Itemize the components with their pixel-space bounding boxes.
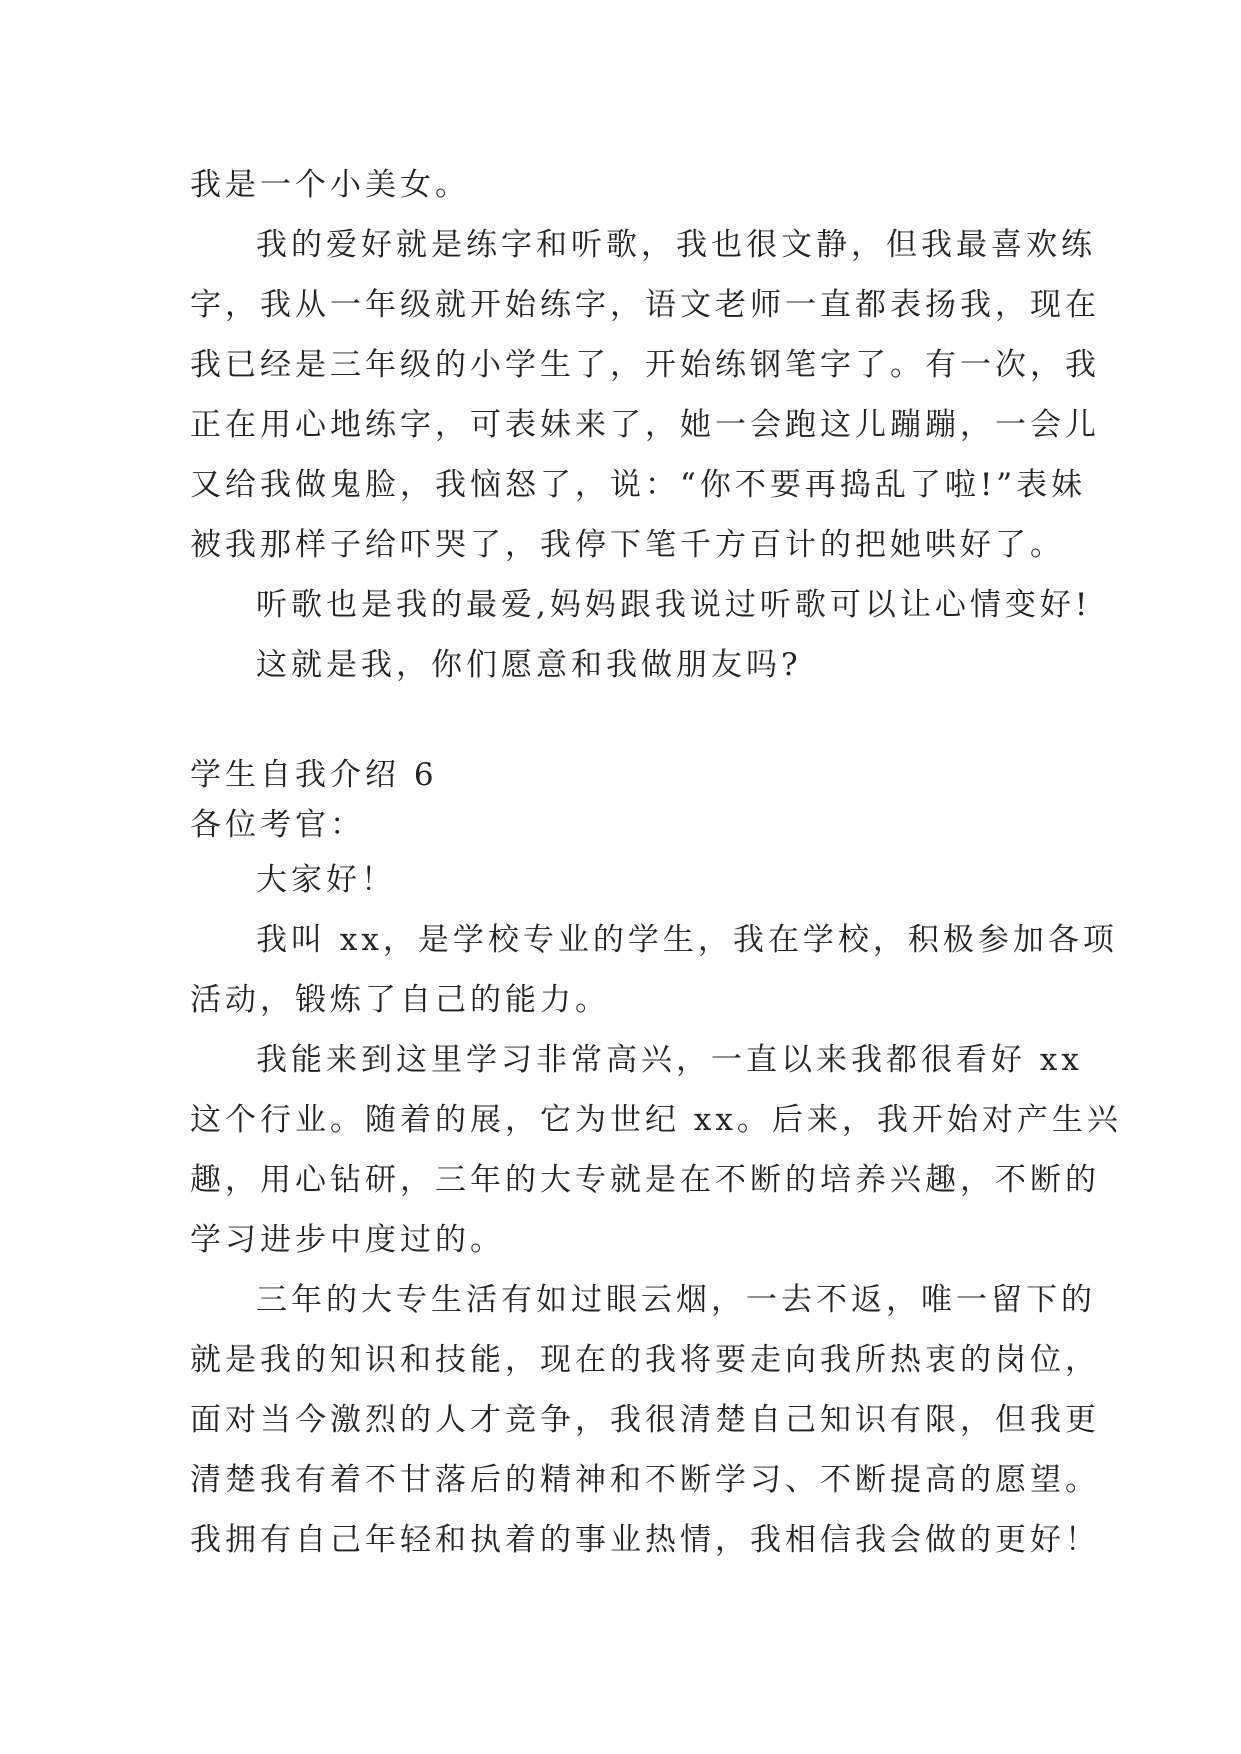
text-line: 被我那样子给吓哭了，我停下笔千方百计的把她哄好了。 [190, 527, 1065, 563]
text-line: 这个行业。随着的展，它为世纪 xx。后来，我开始对产生兴 [190, 1102, 1122, 1138]
essay-section-a [190, 155, 1100, 695]
text-line: 我是一个小美女。 [190, 167, 470, 203]
text-line: 我的爱好就是练字和听歌，我也很文静，但我最喜欢练 [256, 227, 1096, 263]
text-line: 趣，用心钻研，三年的大专就是在不断的培养兴趣，不断的 [190, 1162, 1100, 1198]
text-line: 听歌也是我的最爱,妈妈跟我说过听歌可以让心情变好! [256, 587, 1092, 623]
text-line: 我已经是三年级的小学生了，开始练钢笔字了。有一次，我 [190, 347, 1100, 383]
text-line: 我叫 xx，是学校专业的学生，我在学校，积极参加各项 [256, 922, 1118, 958]
text-line: 我能来到这里学习非常高兴，一直以来我都很看好 xx [256, 1042, 1083, 1078]
salutation: 各位考官： [190, 807, 365, 843]
text-line: 学习进步中度过的。 [190, 1222, 505, 1258]
text-line: 又给我做鬼脸，我恼怒了，说：“你不要再捣乱了啦!”表妹 [190, 467, 1087, 503]
text-line: 字，我从一年级就开始练字，语文老师一直都表扬我，现在 [190, 287, 1100, 323]
section-title: 学生自我介绍 6 [190, 757, 438, 793]
text-line: 面对当今激烈的人才竞争，我很清楚自己知识有限，但我更 [190, 1402, 1100, 1438]
text-line: 清楚我有着不甘落后的精神和不断学习、不断提高的愿望。 [190, 1462, 1100, 1498]
text-line: 活动，锻炼了自己的能力。 [190, 982, 610, 1018]
text-line: 大家好！ [256, 862, 396, 898]
text-line: 我拥有自己年轻和执着的事业热情，我相信我会做的更好！ [190, 1522, 1100, 1558]
text-line: 三年的大专生活有如过眼云烟，一去不返，唯一留下的 [256, 1282, 1096, 1318]
text-line: 这就是我，你们愿意和我做朋友吗? [256, 647, 802, 683]
essay-section-b [190, 750, 1122, 1570]
text-line: 就是我的知识和技能，现在的我将要走向我所热衷的岗位， [190, 1342, 1100, 1378]
text-line: 正在用心地练字，可表妹来了，她一会跑这儿蹦蹦，一会儿 [190, 407, 1100, 443]
